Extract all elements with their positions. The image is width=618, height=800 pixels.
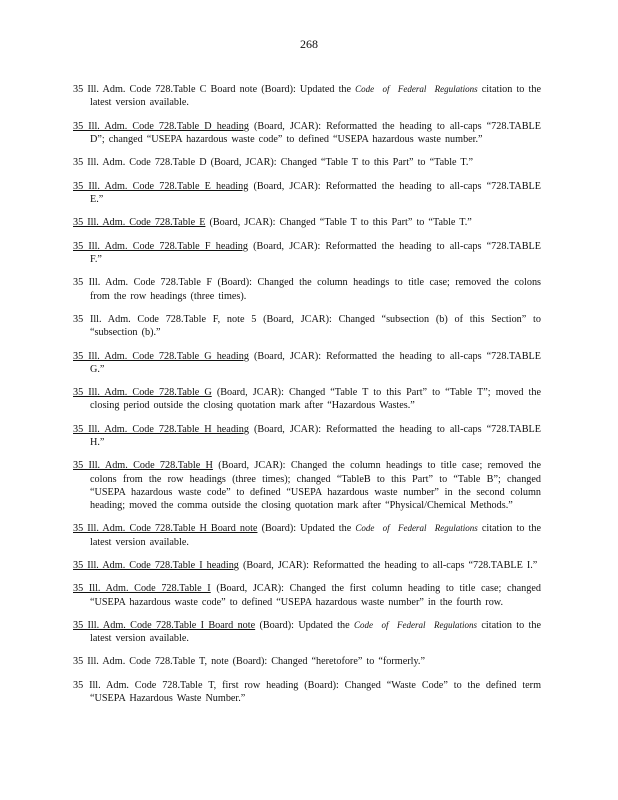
amendment-description-tail: citation to the latest version available. [90, 619, 541, 645]
amendment-entry [73, 459, 541, 512]
section-reference: 35 Ill. Adm. Code 728.Table H [73, 460, 213, 472]
amendment-entry [73, 350, 541, 376]
section-reference: 35 Ill. Adm. Code 728.Table H Board note [73, 523, 258, 535]
section-reference: 35 Ill. Adm. Code 728.Table F [73, 277, 213, 289]
amendment-description: (Board, JCAR): Changed the first column heading to title case; changed “USEPA hazardous waste code” to defined “USEPA hazardous waste number” in the fourth row. [90, 583, 541, 608]
section-reference: 35 Ill. Adm. Code 728.Table E heading [73, 180, 249, 192]
amendment-description: (Board, JCAR): Reformatted the heading to all-caps “728.TABLE I.” [238, 559, 538, 571]
section-reference: 35 Ill. Adm. Code 728.Table I [73, 583, 211, 595]
amendment-entry [73, 313, 541, 339]
cfr-title: Code of Federal Regulations [355, 523, 478, 534]
amendment-entry [73, 83, 541, 109]
section-reference: 35 Ill. Adm. Code 728.Table G heading [73, 350, 249, 362]
section-reference: 35 Ill. Adm. Code 728.Table D heading [73, 120, 249, 132]
amendment-description: (Board, JCAR): Reformatted the heading to all-caps “728.TABLE F.” [90, 240, 541, 265]
amendment-description-tail: citation to the latest version available. [90, 523, 541, 548]
cfr-title: Code of Federal Regulations [353, 619, 478, 630]
amendment-description: (Board, JCAR): Changed the column headings to title case; removed the colons from the row headings (three times); changed “TableB to this Part” to “Table B”; changed “USEPA hazardous waste code” to defined “USEPA hazardous waste number” in the second column heading; moved the comma outside the closing quotation mark after “Physical/Chemical Methods.” [90, 460, 541, 511]
section-reference: 35 Ill. Adm. Code 728.Table G [73, 387, 212, 399]
amendment-description-tail: citation to the latest version available. [90, 84, 541, 109]
section-reference: 35 Ill. Adm. Code 728.Table I heading [73, 559, 239, 571]
amendment-entry [73, 156, 541, 169]
amendment-entry [73, 522, 541, 548]
amendment-entry [73, 582, 541, 608]
amendment-entry [73, 120, 541, 146]
section-reference: 35 Ill. Adm. Code 728.Table E [73, 217, 206, 229]
section-reference: 35 Ill. Adm. Code 728.Table F heading [73, 240, 248, 252]
section-reference: 35 Ill. Adm. Code 728.Table T, first row heading [73, 679, 299, 691]
amendment-description: (Board): Updated the [255, 619, 354, 631]
section-reference: 35 Ill. Adm. Code 728.Table I Board note [73, 619, 256, 631]
amendment-description: (Board, JCAR): Changed “subsection (b) of this Section” to “subsection (b).” [90, 313, 541, 339]
amendment-description: (Board, JCAR): Changed “Table T to this Part” to “Table T.” [205, 217, 472, 229]
amendment-description: (Board, JCAR): Changed “Table T to this Part” to “Table T”; moved the closing period outside the closing quotation mark after “Hazardous Wastes.” [90, 387, 541, 412]
amendment-description: (Board): Updated the [257, 84, 356, 96]
amendment-entry [73, 180, 541, 206]
amendment-description: (Board): Updated the [257, 523, 356, 535]
section-reference: 35 Ill. Adm. Code 728.Table D [73, 157, 207, 169]
amendment-description: (Board): Changed “Waste Code” to the defined term “USEPA Hazardous Waste Number.” [90, 679, 541, 705]
amendment-description: (Board): Changed the column headings to title case; removed the colons from the row headings (three times). [90, 277, 542, 302]
section-reference: 35 Ill. Adm. Code 728.Table F, note 5 [73, 313, 257, 325]
amendment-entry [73, 679, 541, 705]
amendment-description: (Board, JCAR): Reformatted the heading to all-caps “728.TABLE E.” [90, 180, 541, 205]
page-number: 268 [300, 37, 318, 51]
amendment-description: (Board, JCAR): Reformatted the heading to all-caps “728.TABLE D”; changed “USEPA hazardous waste code” to defined “USEPA hazardous waste number.” [90, 120, 541, 145]
amendment-entry [73, 559, 541, 572]
section-reference: 35 Ill. Adm. Code 728.Table H heading [73, 423, 249, 435]
amendment-entry [73, 240, 541, 266]
section-reference: 35 Ill. Adm. Code 728.Table T, note [73, 656, 229, 668]
amendment-description: (Board, JCAR): Reformatted the heading to all-caps “728.TABLE H.” [90, 423, 541, 448]
amendment-list [73, 73, 541, 710]
cfr-title: Code of Federal Regulations [355, 84, 478, 95]
amendment-description: (Board, JCAR): Reformatted the heading to all-caps “728.TABLE G.” [90, 350, 541, 375]
amendment-entry [73, 276, 541, 302]
amendment-entry [73, 655, 541, 668]
amendment-entry [73, 386, 541, 412]
section-reference: 35 Ill. Adm. Code 728.Table C Board note [73, 84, 258, 96]
amendment-description: (Board, JCAR): Changed “Table T to this Part” to “Table T.” [206, 157, 473, 169]
amendment-entry [73, 619, 541, 645]
amendment-entry [73, 423, 541, 449]
amendment-entry [73, 216, 541, 229]
amendment-description: (Board): Changed “heretofore” to “formerly.” [228, 656, 425, 668]
